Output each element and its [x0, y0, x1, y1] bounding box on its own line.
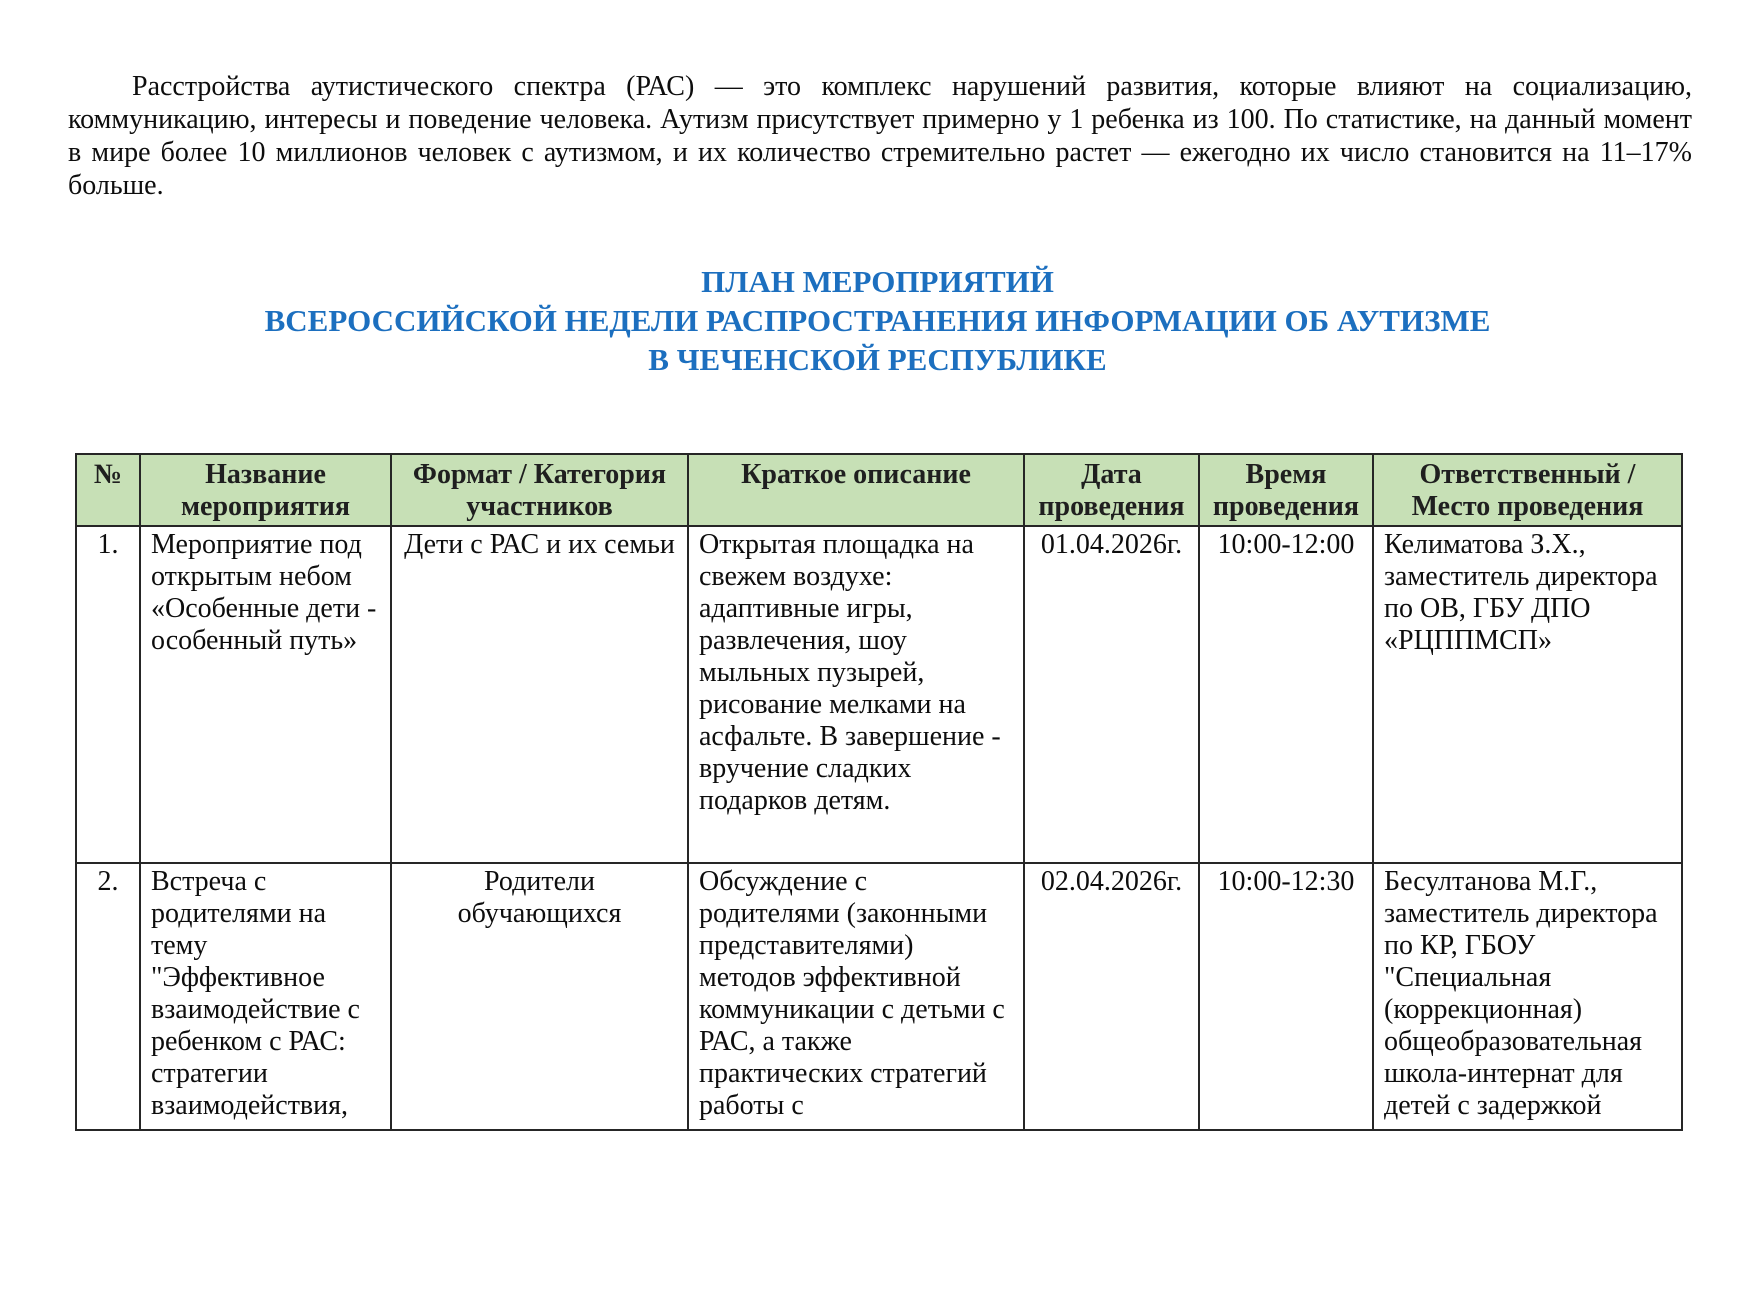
- row2-time: 10:00-12:30: [1199, 863, 1373, 1130]
- intro-paragraph: Расстройства аутистического спектра (РАС) — это комплекс нарушений развития, которые влияют на социализацию, коммуникацию, интересы и поведение человека. Аутизм присутствует примерно у 1 ребенка из 100. По статистике, на данный момент в мире более 10 миллионов человек с аутизмом, и их количество стремительно растет — ежегодно их число становится на 11–17% больше.: [68, 71, 1692, 201]
- title-line-1: ПЛАН МЕРОПРИЯТИЙ: [701, 264, 1054, 299]
- row2-number: 2.: [76, 863, 140, 1130]
- header-cell-description: Краткое описание: [688, 454, 1024, 526]
- row1-format: Дети с РАС и их семьи: [391, 526, 688, 863]
- row2-event-name: Встреча с родителями на тему "Эффективное взаимодействие с ребенком с РАС: стратегии взаимодействия,: [140, 863, 391, 1130]
- row1-number: 1.: [76, 526, 140, 863]
- table-row: [76, 526, 1682, 863]
- row2-responsible: Бесултанова М.Г., заместитель директора по КР, ГБОУ "Специальная (коррекционная) общеобразовательная школа-интернат для детей с задержкой: [1373, 863, 1682, 1130]
- table-row: [76, 863, 1682, 1130]
- document-page: [0, 70, 1755, 1310]
- row1-responsible: Келиматова З.Х., заместитель директора по ОВ, ГБУ ДПО «РЦППМСП»: [1373, 526, 1682, 863]
- header-cell-date: Дата проведения: [1024, 454, 1199, 526]
- row1-description: Открытая площадка на свежем воздухе: адаптивные игры, развлечения, шоу мыльных пузырей, рисование мелками на асфальте. В завершение - вручение сладких подарков детям.: [688, 526, 1024, 863]
- row2-date: 02.04.2026г.: [1024, 863, 1199, 1130]
- header-cell-time: Время проведения: [1199, 454, 1373, 526]
- events-plan-table: [75, 453, 1683, 1131]
- document-title: [0, 262, 1755, 379]
- header-cell-event-name: Название мероприятия: [140, 454, 391, 526]
- title-line-3: В ЧЕЧЕНСКОЙ РЕСПУБЛИКЕ: [648, 342, 1107, 377]
- table-header-row: [76, 454, 1682, 526]
- row2-description: Обсуждение с родителями (законными представителями) методов эффективной коммуникации с детьми с РАС, а также практических стратегий работы с: [688, 863, 1024, 1130]
- header-cell-responsible: Ответственный / Место проведения: [1373, 454, 1682, 526]
- row1-date: 01.04.2026г.: [1024, 526, 1199, 863]
- title-line-2: ВСЕРОССИЙСКОЙ НЕДЕЛИ РАСПРОСТРАНЕНИЯ ИНФОРМАЦИИ ОБ АУТИЗМЕ: [264, 303, 1491, 338]
- header-cell-number: №: [76, 454, 140, 526]
- header-cell-format: Формат / Категория участников: [391, 454, 688, 526]
- row2-format: Родители обучающихся: [391, 863, 688, 1130]
- row1-time: 10:00-12:00: [1199, 526, 1373, 863]
- row1-event-name: Мероприятие под открытым небом «Особенные дети - особенный путь»: [140, 526, 391, 863]
